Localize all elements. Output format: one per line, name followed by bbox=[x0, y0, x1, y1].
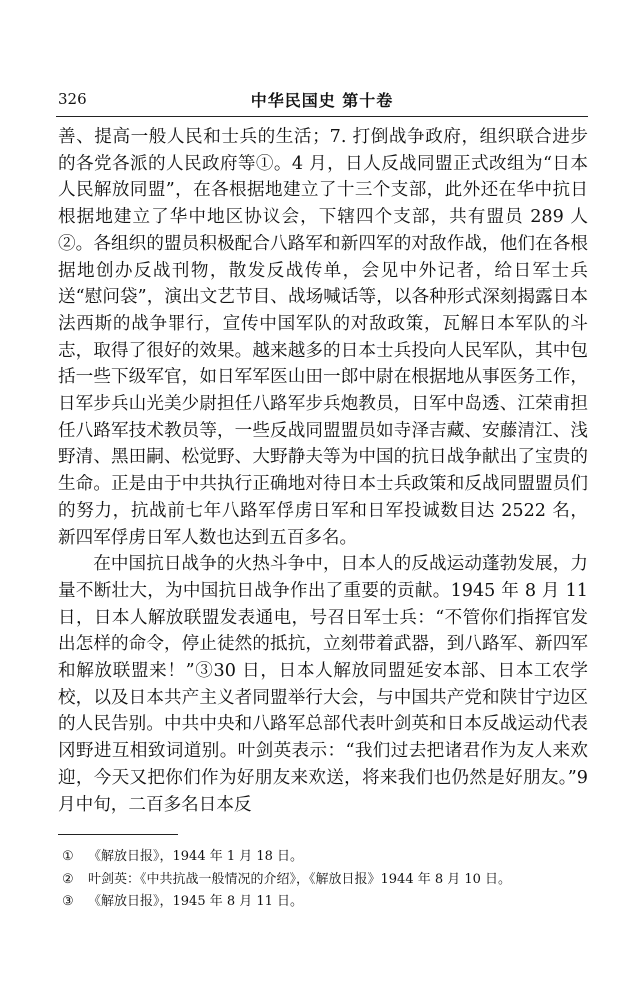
footnote-text: 《解放日报》，1944 年 1 月 18 日。 bbox=[88, 849, 304, 864]
footnote-1 bbox=[62, 846, 582, 869]
body-text bbox=[58, 124, 588, 818]
footnote-3 bbox=[62, 891, 582, 914]
running-title: 中华民国史 第十卷 bbox=[250, 91, 394, 110]
paragraph-continued: 善、提高一般人民和士兵的生活；7. 打倒战争政府，组织联合进步的各党各派的人民政府等①。4 月，日人反战同盟正式改组为“日本人民解放同盟”，在各根据地建立了十三个支部，此外还在华中抗日根据地建立了华中地区协议会，下辖四个支部，共有盟员 289 人②。各组织的盟员积极配合八路军和新四军的对敌作战，他们在各根据地创办反战刊物，散发反战传单，会见中外记者，给日军士兵送“慰问袋”，演出文艺节目、战场喊话等，以各种形式深刻揭露日本法西斯的战争罪行，宣传中国军队的对敌政策，瓦解日本军队的斗志，取得了很好的效果。越来越多的日本士兵投向人民军队，其中包括一些下级军官，如日军军医山田一郎中尉在根据地从事医务工作，日军步兵山光美少尉担任八路军步兵炮教员，日军中岛透、江荣甫担任八路军技术教员等，一些反战同盟盟员如寺泽吉藏、安藤清江、浅野清、黑田嗣、松觉野、大野静夫等为中国的抗日战争献出了宝贵的生命。正是由于中共执行正确地对待日本士兵政策和反战同盟盟员们的努力，抗战前七年八路军俘虏日军和日军投诚数目达 2522 名，新四军俘虏日军人数也达到五百多名。 bbox=[58, 127, 588, 548]
footnote-mark: ③ bbox=[62, 894, 74, 909]
page-header bbox=[58, 88, 586, 112]
footnote-mark: ① bbox=[62, 849, 74, 864]
footnote-text: 叶剑英：《中共抗战一般情况的介绍》，《解放日报》1944 年 8 月 10 日。 bbox=[88, 871, 512, 887]
footnote-rule bbox=[58, 834, 178, 835]
footnote-2 bbox=[62, 869, 582, 892]
paragraph: 在中国抗日战争的火热斗争中，日本人的反战运动蓬勃发展，力量不断壮大，为中国抗日战争作出了重要的贡献。1945 年 8 月 11 日，日本人解放联盟发表通电，号召日军士兵：“不管你们指挥官发出怎样的命令，停止徒然的抵抗，立刻带着武器，到八路军、新四军和解放联盟来！”③30 日，日本人解放同盟延安本部、日本工农学校，以及日本共产主义者同盟举行大会，与中国共产党和陕甘宁边区的人民告别。中共中央和八路军总部代表叶剑英和日本反战运动代表冈野进互相致词道别。叶剑英表示：“我们过去把诸君作为友人来欢迎，今天又把你们作为好朋友来欢送，将来我们也仍然是好朋友。”9 月中旬，二百多名日本反 bbox=[58, 554, 588, 815]
header-rule bbox=[56, 116, 588, 117]
footnote-text: 《解放日报》，1945 年 8 月 11 日。 bbox=[88, 894, 304, 909]
footnotes bbox=[62, 846, 582, 914]
footnote-mark: ② bbox=[62, 871, 74, 887]
page-number: 326 bbox=[58, 90, 87, 108]
